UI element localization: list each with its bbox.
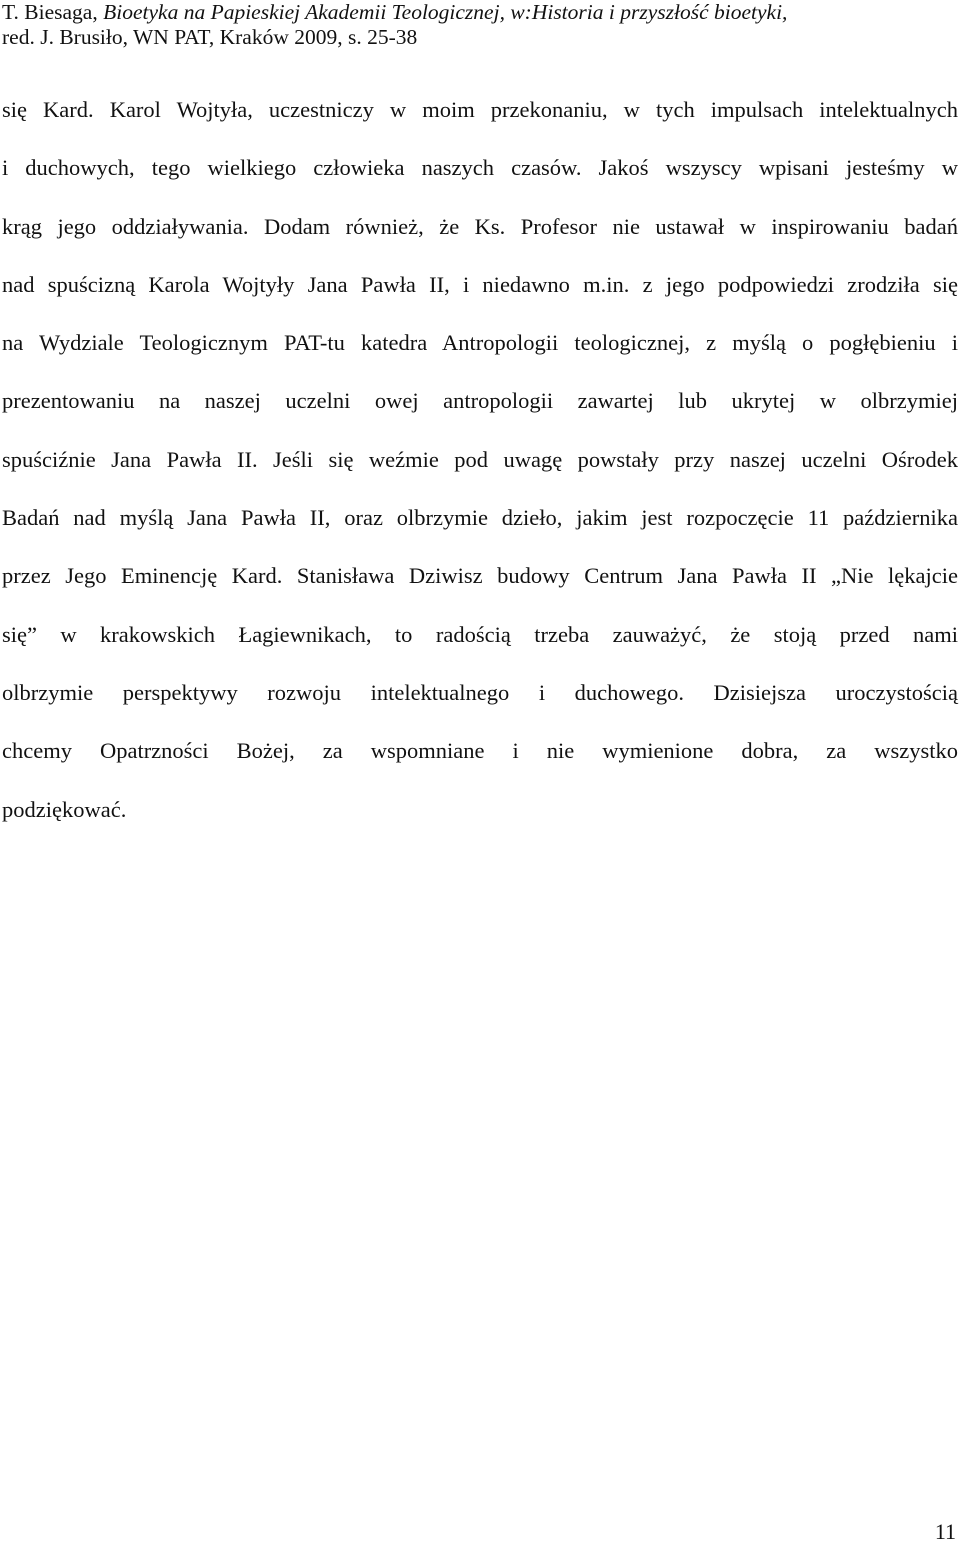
paragraph-line: krąg jego oddziaływania. Dodam również, że Ks. Profesor nie ustawał w inspirowaniu badań (2, 213, 958, 239)
paragraph-line: Badań nad myślą Jana Pawła II, oraz olbrzymie dzieło, jakim jest rozpoczęcie 11 października (2, 505, 958, 531)
paragraph-line: i duchowych, tego wielkiego człowieka naszych czasów. Jakoś wszyscy wpisani jesteśmy w (2, 155, 958, 181)
paragraph-line: podziękować. (2, 796, 127, 822)
citation-line-2: red. J. Brusiło, WN PAT, Kraków 2009, s. 25-38 (2, 25, 418, 49)
page-number: 11 (934, 1519, 956, 1544)
paragraph-line: nad spuścizną Karola Wojtyły Jana Pawła II, i niedawno m.in. z jego podpowiedzi zrodziła się (2, 271, 958, 297)
paragraph-line: spuściźnie Jana Pawła II. Jeśli się weźmie pod uwagę powstały przy naszej uczelni Ośrodek (2, 446, 958, 472)
paragraph-line: olbrzymie perspektywy rozwoju intelektualnego i duchowego. Dzisiejsza uroczystością (2, 679, 958, 705)
paragraph-line: chcemy Opatrzności Bożej, za wspomniane i nie wymienione dobra, za wszystko (2, 738, 958, 764)
citation-header (2, 0, 952, 50)
citation-title: Bioetyka na Papieskiej Akademii Teologicznej, w:Historia i przyszłość bioetyki, (103, 0, 788, 24)
citation-line-1 (2, 0, 952, 25)
paragraph-line: prezentowaniu na naszej uczelni owej antropologii zawartej lub ukrytej w olbrzymiej (2, 388, 958, 414)
citation-author: T. Biesaga, (2, 0, 104, 24)
body-paragraph (2, 81, 958, 839)
paragraph-line: na Wydziale Teologicznym PAT-tu katedra Antropologii teologicznej, z myślą o pogłębieniu i (2, 330, 958, 356)
paragraph-line: się Kard. Karol Wojtyła, uczestniczy w moim przekonaniu, w tych impulsach intelektualnych (2, 97, 958, 122)
paragraph-line: przez Jego Eminencję Kard. Stanisława Dziwisz budowy Centrum Jana Pawła II „Nie lękajcie (2, 563, 958, 589)
paragraph-line: się” w krakowskich Łagiewnikach, to radością trzeba zauważyć, że stoją przed nami (2, 621, 958, 647)
